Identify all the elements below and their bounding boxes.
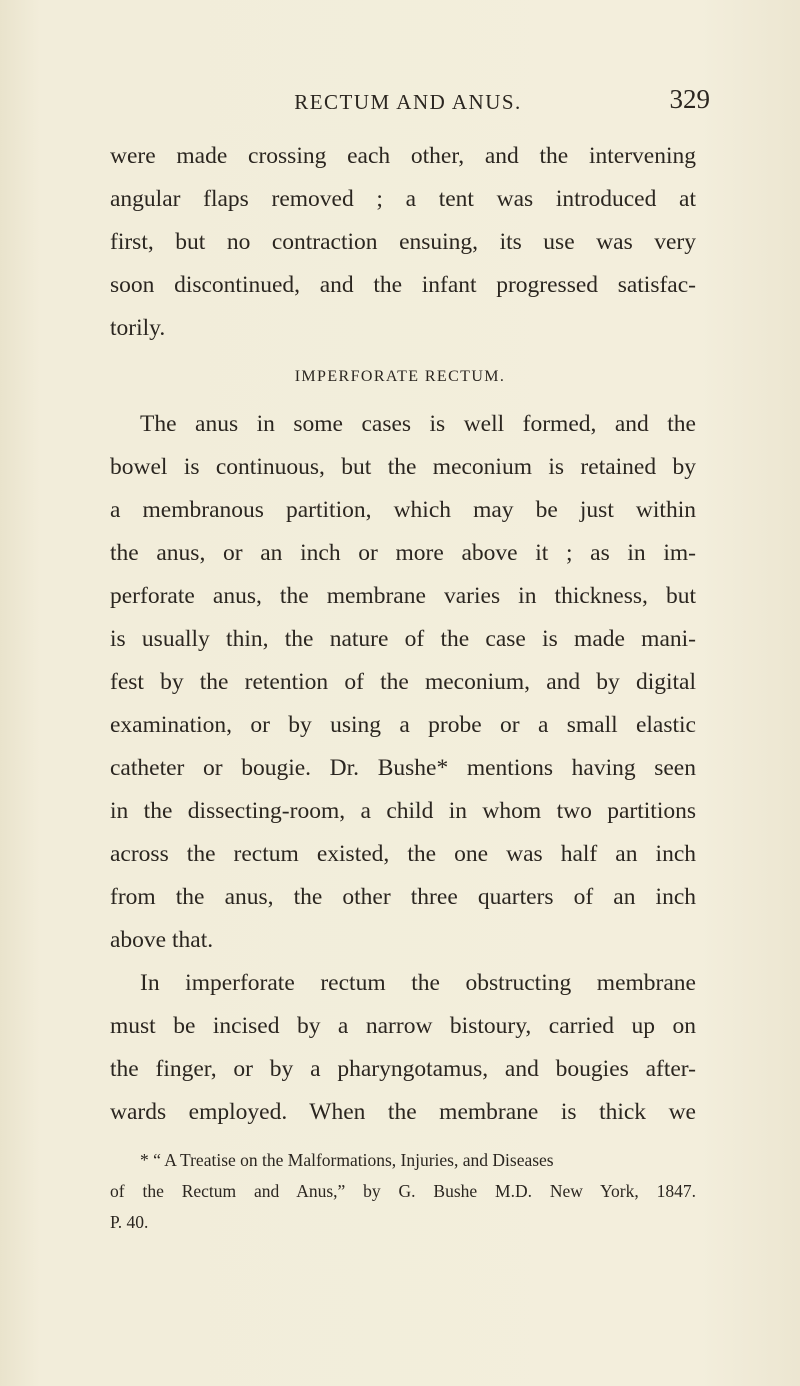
text-line: across the rectum existed, the one was half an inch xyxy=(110,841,696,867)
text-line: the finger, or by a pharyngotamus, and bougies after- xyxy=(110,1056,696,1082)
text-line: a membranous partition, which may be just within xyxy=(110,497,696,523)
footnote-line: * “ A Treatise on the Malformations, Injuries, and Diseases xyxy=(140,1150,554,1170)
text-line: perforate anus, the membrane varies in thickness, but xyxy=(110,583,696,609)
footnote-line: of the Rectum and Anus,” by G. Bushe M.D. New York, 1847. xyxy=(110,1181,696,1201)
text-line: bowel is continuous, but the meconium is retained by xyxy=(110,454,696,480)
text-line: in the dissecting-room, a child in whom two partitions xyxy=(110,798,696,824)
text-line: torily. xyxy=(110,315,166,341)
running-head: RECTUM AND ANUS. xyxy=(294,90,522,114)
text-line: the anus, or an inch or more above it ; as in im- xyxy=(110,540,696,566)
text-line: catheter or bougie. Dr. Bushe* mentions having seen xyxy=(110,755,696,781)
text-line: above that. xyxy=(110,927,214,953)
text-line: first, but no contraction ensuing, its use was very xyxy=(110,229,696,255)
text-line: fest by the retention of the meconium, and by digital xyxy=(110,669,696,695)
text-line: is usually thin, the nature of the case is made mani- xyxy=(110,626,696,652)
text-line: examination, or by using a probe or a small elastic xyxy=(110,712,696,738)
section-heading: IMPERFORATE RECTUM. xyxy=(294,368,506,385)
text-line: must be incised by a narrow bistoury, carried up on xyxy=(110,1013,696,1039)
text-line: soon discontinued, and the infant progressed satisfac- xyxy=(110,272,696,298)
text-line: In imperforate rectum the obstructing membrane xyxy=(140,970,696,996)
footnote-line: P. 40. xyxy=(110,1212,149,1232)
text-line: from the anus, the other three quarters of an inch xyxy=(110,884,696,910)
text-line: were made crossing each other, and the intervening xyxy=(110,143,696,169)
text-line: The anus in some cases is well formed, and the xyxy=(140,411,696,437)
page-number: 329 xyxy=(669,84,710,114)
text-line: angular flaps removed ; a tent was introduced at xyxy=(110,186,696,212)
text-line: wards employed. When the membrane is thick we xyxy=(110,1099,696,1125)
